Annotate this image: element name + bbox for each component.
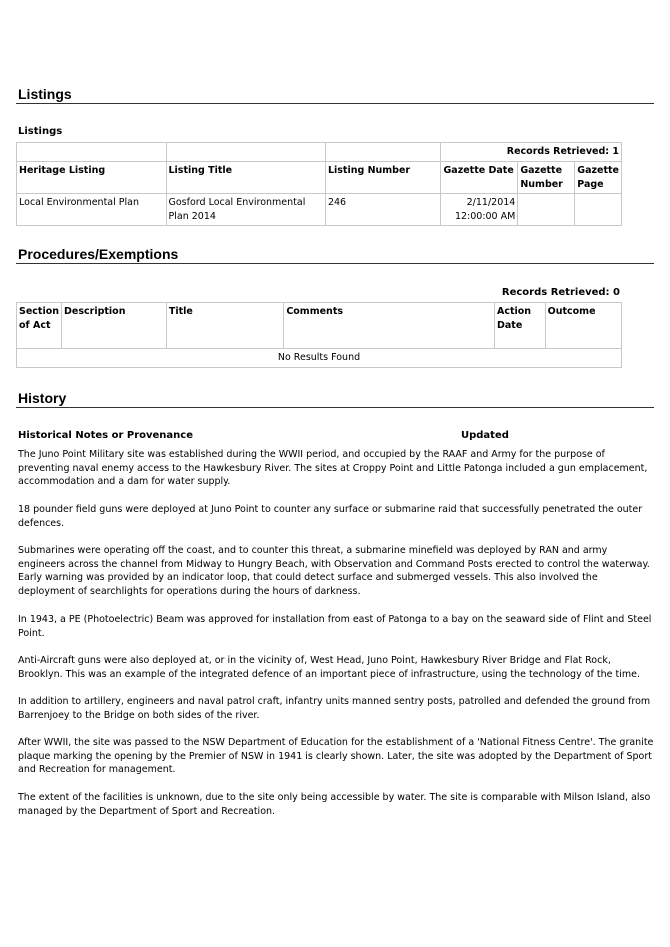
column-header: Gazette Number (518, 162, 575, 194)
column-header: Listing Number (325, 162, 441, 194)
column-header: Gazette Date (441, 162, 518, 194)
history-paragraph: The extent of the facilities is unknown, due to the site only being accessible by water. The site is comparable with Milson Island, also managed by the Department of Sport and Recreation. (18, 792, 651, 817)
table-cell: Gosford Local Environmental Plan 2014 (166, 194, 325, 226)
listings-heading: Listings (18, 86, 72, 102)
listings-divider (16, 103, 654, 104)
table-cell: 2/11/2014 12:00:00 AM (441, 194, 518, 226)
column-header: Comments (284, 303, 495, 349)
table-cell (575, 194, 622, 226)
procedures-heading: Procedures/Exemptions (18, 246, 179, 262)
history-paragraph: 18 pounder field guns were deployed at Juno Point to counter any surface or submarine raid that successfully penetrated the outer defences. (18, 504, 643, 529)
table-row (17, 194, 622, 226)
table-cell: Local Environmental Plan (17, 194, 167, 226)
procedures-divider (16, 263, 654, 264)
listings-subheading: Listings (18, 126, 63, 137)
column-header: Section of Act (17, 303, 62, 349)
column-header: Listing Title (166, 162, 325, 194)
table-cell (518, 194, 575, 226)
listings-header-row (17, 162, 622, 194)
column-header: Outcome (545, 303, 621, 349)
table-cell: 246 (325, 194, 441, 226)
history-paragraph: Submarines were operating off the coast, and to counter this threat, a submarine minefield was deployed by RAN and army engineers across the channel from Midway to Hungry Beach, with Observation and Command Posts erected to control the waterway. Early warning was provided by an indicator loop, that could detect surface and submerged vessels. This also involved the deployment of searchlights for operations during the hours of darkness. (18, 545, 650, 597)
listings-records-retrieved: Records Retrieved: 1 (441, 143, 622, 162)
updated-label: Updated (461, 430, 509, 441)
listings-table (16, 142, 622, 226)
history-paragraph: Anti-Aircraft guns were also deployed at, or in the vicinity of, West Head, Juno Point, Hawkesbury River Bridge and Flat Rock, Brooklyn. This was an example of the integrated defence of an important piece of infrastructure, using the technology of the time. (18, 655, 640, 680)
history-paragraph: In addition to artillery, engineers and naval patrol craft, infantry units manned sentry posts, patrolled and defended the ground from Barrenjoey to the Bridge on both sides of the river. (18, 696, 651, 721)
procedures-records-retrieved: Records Retrieved: 0 (501, 287, 620, 298)
column-header: Action Date (494, 303, 545, 349)
history-paragraph: In 1943, a PE (Photoelectric) Beam was approved for installation from east of Patonga to a bay on the seaward side of Flint and Steel Point. (18, 614, 652, 639)
history-paragraph: The Juno Point Military site was established during the WWII period, and occupied by the RAAF and Army for the purpose of preventing naval enemy access to the Hawkesbury River. The sites at Croppy Point and Little Patonga included a gun emplacement, accommodation and a dam for water supply. (18, 449, 648, 488)
history-heading: History (18, 390, 67, 406)
history-paragraph: After WWII, the site was passed to the NSW Department of Education for the establishment of a 'National Fitness Centre'. The granite plaque marking the opening by the Premier of NSW in 1941 is clearly shown. Later, the site was adopted by the Department of Sport and Recreation for management. (18, 737, 654, 776)
column-header: Title (166, 303, 283, 349)
column-header: Heritage Listing (17, 162, 167, 194)
history-divider (16, 407, 654, 408)
procedures-table (16, 302, 622, 368)
column-header: Description (62, 303, 167, 349)
column-header: Gazette Page (575, 162, 622, 194)
procedures-header-row (17, 303, 622, 349)
no-results-message: No Results Found (17, 349, 622, 368)
historical-notes-label: Historical Notes or Provenance (18, 430, 193, 441)
